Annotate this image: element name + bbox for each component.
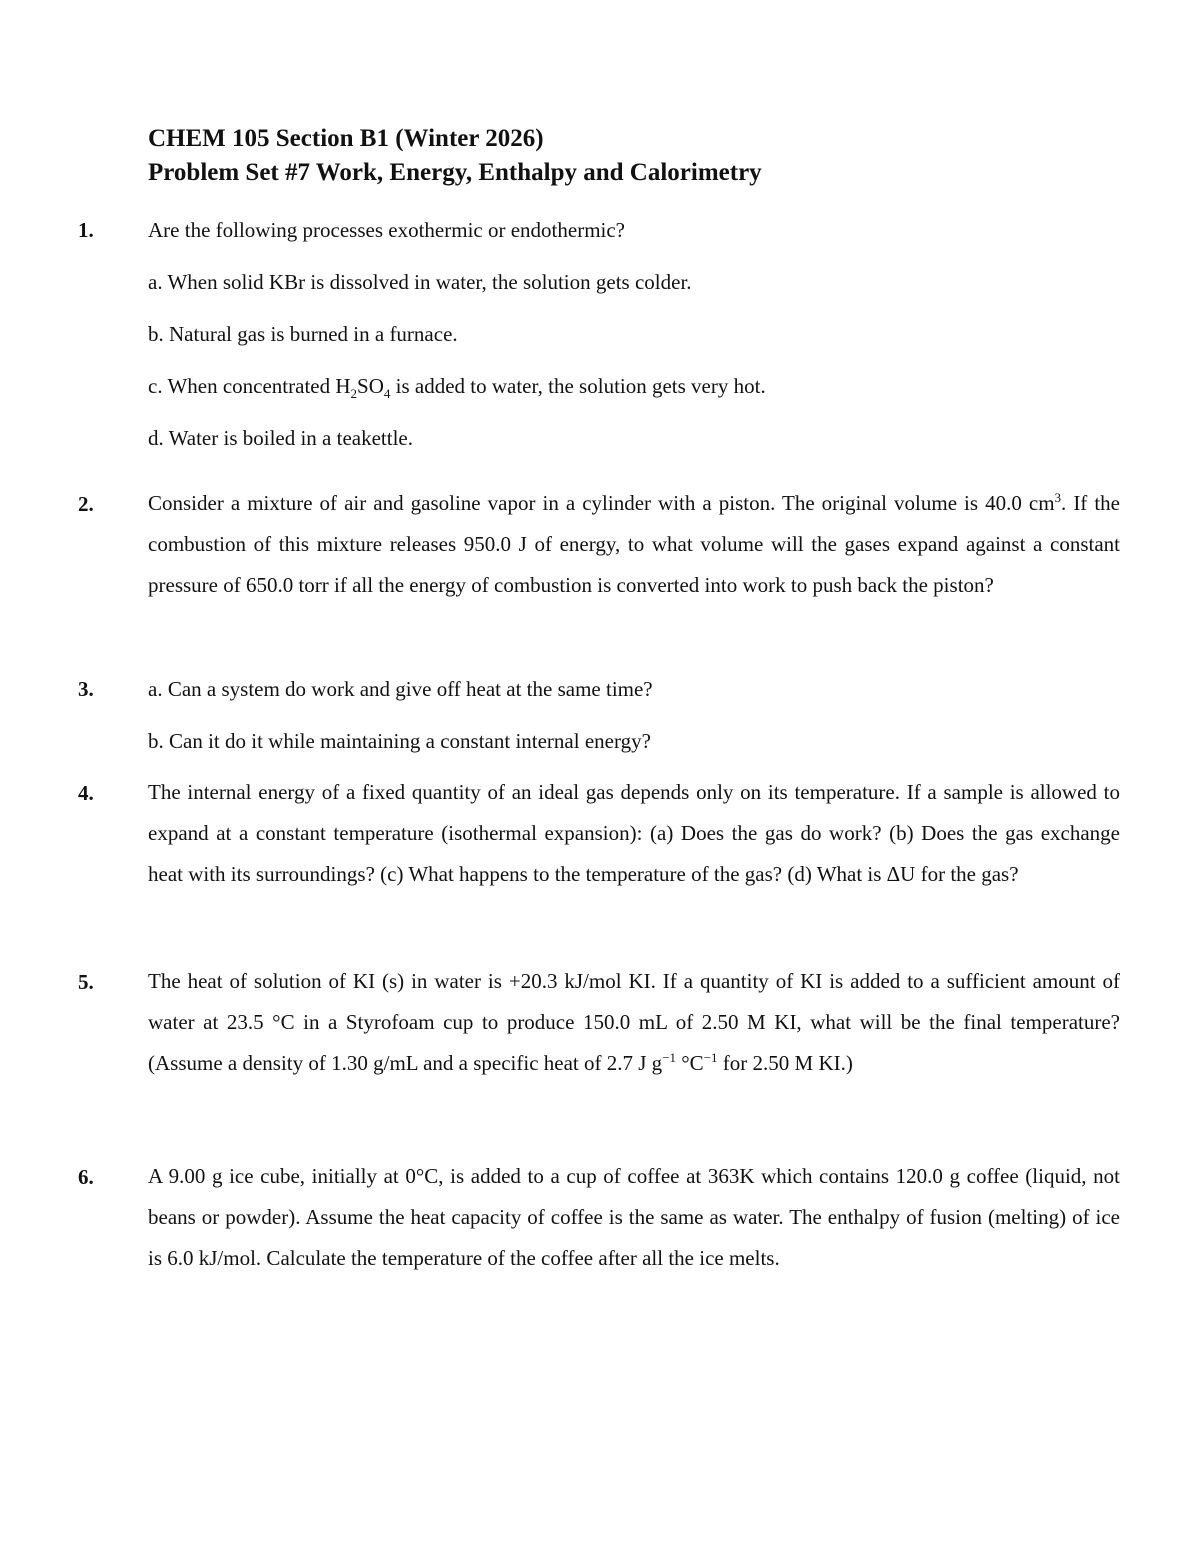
question-5-number: 5. (78, 970, 94, 994)
question-6-text: A 9.00 g ice cube, initially at 0°C, is added to a cup of coffee at 363K which contains 120.0 g coffee (liquid, not beans or powder). Assume the heat capacity of coffee is the same as water. The enthalpy of fusion (melting) of ice is 6.0 kJ/mol. Calculate the temperature of the coffee after all the ice melts. (148, 1164, 1120, 1270)
question-1c (148, 373, 766, 402)
question-1d: d. Water is boiled in a teakettle. (148, 426, 414, 450)
question-5-text-part1: The heat of solution of KI (s) in water is +20.3 kJ/mol KI. If a quantity of KI is added to a sufficient amount of water at 23.5 °C in a Styrofoam cup to produce 150.0 mL of 2.50 M KI, what will be the final temperature? (Assume a density of 1.30 g/mL and a specific heat of 2.7 J g (148, 969, 1120, 1075)
question-1c-text-mid: SO (357, 374, 384, 398)
question-1c-text-post: is added to water, the solution gets very hot. (390, 374, 766, 398)
question-3a: a. Can a system do work and give off heat at the same time? (148, 677, 653, 701)
question-1-number: 1. (78, 218, 94, 242)
question-5-superscript-2: −1 (703, 1049, 718, 1065)
question-4-text: The internal energy of a fixed quantity of an ideal gas depends only on its temperature. If a sample is allowed to expand at a constant temperature (isothermal expansion): (a) Does the gas do work? (b) Does the gas exchange heat with its surroundings? (c) What happens to the temperature of the gas? (d) What is ΔU for the gas? (148, 780, 1120, 886)
question-6-number: 6. (78, 1165, 94, 1189)
question-1a: a. When solid KBr is dissolved in water, the solution gets colder. (148, 270, 692, 294)
question-3b: b. Can it do it while maintaining a constant internal energy? (148, 729, 651, 753)
question-5-text-part2: °C (676, 1050, 704, 1075)
question-2-text-part2: . If the combustion of this mixture releases 950.0 J of energy, to what volume will the gases expand against a constant pressure of 650.0 torr if all the energy of combustion is converted into work to push back the piston? (148, 491, 1120, 597)
question-5-text-part3: for 2.50 M KI.) (717, 1050, 853, 1075)
question-3-number: 3. (78, 677, 94, 701)
question-5-text (148, 961, 1120, 1083)
question-1c-subscript-4: 4 (383, 386, 391, 402)
question-1-prompt: Are the following processes exothermic or endothermic? (148, 218, 626, 242)
question-1c-text-pre: c. When concentrated H (148, 374, 351, 398)
question-2-text (148, 483, 1120, 605)
course-title: CHEM 105 Section B1 (Winter 2026) (148, 125, 544, 152)
question-1b: b. Natural gas is burned in a furnace. (148, 322, 458, 346)
question-4-number: 4. (78, 781, 94, 805)
problem-set-title: Problem Set #7 Work, Energy, Enthalpy and Calorimetry (148, 159, 762, 186)
question-1c-subscript-2: 2 (350, 386, 358, 402)
question-2-superscript: 3 (1054, 490, 1062, 505)
question-2-number: 2. (78, 492, 94, 516)
question-5-superscript-1: −1 (662, 1049, 677, 1065)
question-2-text-part1: Consider a mixture of air and gasoline vapor in a cylinder with a piston. The original volume is 40.0 cm (148, 491, 1055, 515)
